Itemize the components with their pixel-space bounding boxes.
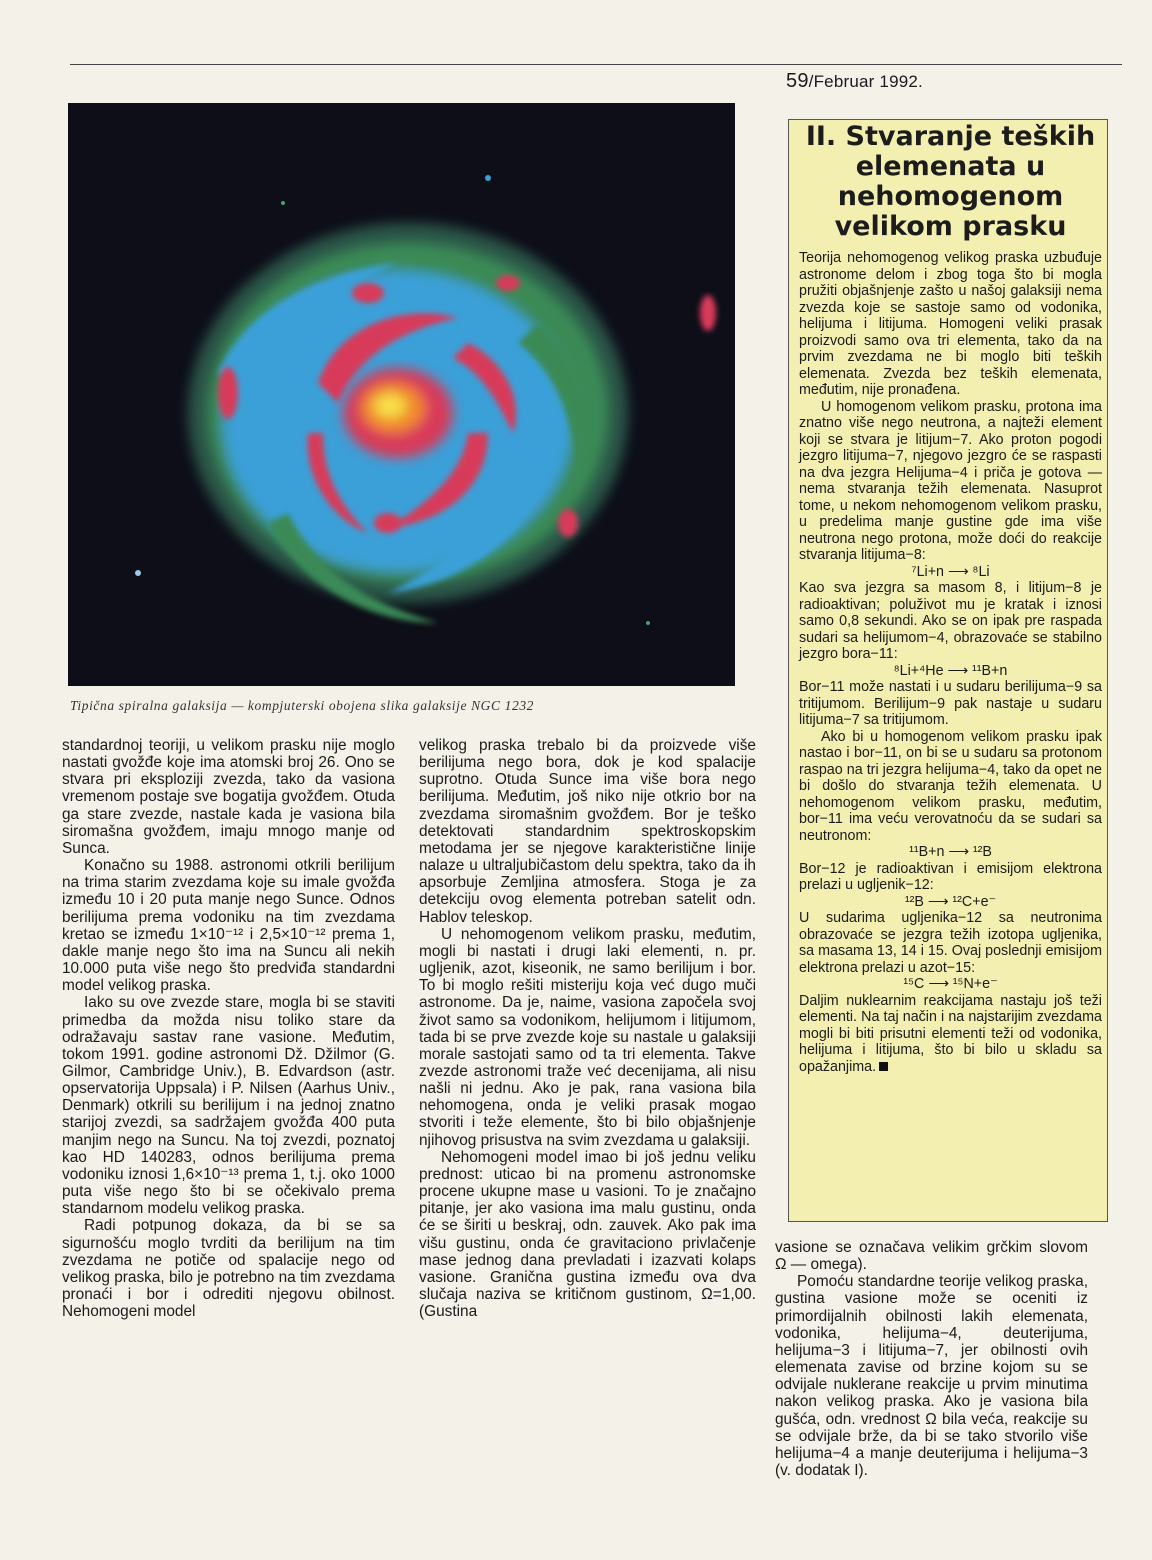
sidebar-paragraph: U homogenom velikom prasku, protona ima znatno više nego neutrona, a najteži element koji se stvara je litijum−7. Ako proton pogodi jezgro litijuma−7, njegovo jezgro će se raspasti na dva jezgra Helijuma−4 i priča je gotova — nema stvaranja težih elemenata. Nasuprot tome, u nekom nehomogenom velikom prasku, u predelima manje gustine gde ima više neutrona nego protona, može doći do reakcije stvaranja litijuma−8: xyxy=(799,398,1102,563)
equation: ¹⁵C ⟶ ¹⁵N+e⁻ xyxy=(903,976,998,992)
paragraph: Konačno su 1988. astronomi otkrili berilijum na trima starim zvezdama koje su imale gvožđa između 10 i 20 puta manje nego Sunce. Odnos berilijuma prema vodoniku na tim zvezdama kretao se između 1×10⁻¹² i 2,5×10⁻¹² prema 1, dakle manje nego što ima na Suncu ali nekih 10.000 puta više nego što predviđa standardni model velikog praska. xyxy=(62,857,395,995)
sidebar-box xyxy=(788,119,1108,1222)
paragraph: Pomoću standardne teorije velikog praska, gustina vasione može se oceniti iz primordijalnih obilnosti lakih elemenata, vodonika, helijuma−4, deuterijuma, helijuma−3 i litijuma−7, jer obilnosti ovih elemenata zavise od brzine kojom su se odvijale nuklerane reakcije u prvim minutima nakon velikog praska. Ako je vasiona bila gušća, odn. vrednost Ω bila veća, reakcije su se odvijale brže, da bi se tako stvorilo više helijuma−4 a manje deuterijuma i helijuma−3 (v. dodatak I). xyxy=(775,1273,1088,1480)
galaxy-image xyxy=(68,103,735,686)
equation: ¹¹B+n ⟶ ¹²B xyxy=(909,844,992,860)
paragraph: Radi potpunog dokaza, da bi se sa sigurnošću moglo tvrditi da berilijum na tim zvezdama ne potiče od spalacije nego od velikog praska, bilo je potrebno na tim zvezdama pronaći i bor i odrediti njegovu obilnost. Nehomogeni model xyxy=(62,1217,395,1321)
sidebar-paragraph: Kao sva jezgra sa masom 8, i litijum−8 je radioaktivan; poluživot mu je kratak i iznosi samo 0,8 sekundi. Ako se on ipak pre raspada sudari sa helijumom−4, obrazovaće se stabilno jezgro bora−11: xyxy=(799,580,1102,662)
paragraph: Iako su ove zvezde stare, mogla bi se staviti primedba da možda nisu toliko stare da odražavaju sastav rane vasione. Međutim, tokom 1991. godine astronomi Dž. Džilmor (G. Gilmor, Cambridge Univ.), B. Edvardson (astr. opservatorija Uppsala) i P. Nilsen (Aarhus Univ., Denmark) otkrili su berilijum i na jednoj znatno starijoj zvezdi, sa sadržajem gvožđa 400 puta manjim nego na Suncu. Na toj zvezdi, poznatoj kao HD 140283, odnos berilijuma prema vodoniku iznosi 1,6×10⁻¹³ prema 1, t.j. oko 1000 puta više nego što bi se očekivalo prema standarnom modelu velikog praska. xyxy=(62,994,395,1218)
header-rule xyxy=(70,64,1122,65)
sidebar-paragraph: U sudarima ugljenika−12 sa neutronima obrazovaće se jezgra težih izotopa ugljenika, sa masama 13, 14 i 15. Ovaj poslednji emisijom elektrona prelazi u azot−15: xyxy=(799,910,1102,976)
figure-caption: Tipična spiralna galaksija — kompjuterski obojena slika galaksije NGC 1232 xyxy=(70,698,535,713)
sidebar-body xyxy=(799,250,1102,1075)
sidebar-paragraph: Teorija nehomogenog velikog praska uzbuđuje astronome delom i zbog toga što bi mogla pružiti objašnjenje zašto u našoj galaksiji nema zvezda koje se sastoje samo od vodonika, helijuma i litijuma. Homogeni veliki prasak proizvodi samo ova tri elementa, tako da na prvim zvezdama ne bi moglo biti teških elemenata. Zvezda bez teških elemenata, međutim, nije pronađena. xyxy=(799,250,1102,398)
equation: ¹²B ⟶ ¹²C+e⁻ xyxy=(904,893,997,910)
article-column-2 xyxy=(419,737,756,1320)
paragraph: velikog praska trebalo bi da proizvede više berilijuma nego bora, dok je kod spalacije suprotno. Otuda Sunce ima više bora nego berilijuma. Međutim, još niko nije otkrio bor na zvezdama siromašnim gvožđem. Bor je teško detektovati standardnim spektroskopskim metodama jer se njegove karakteristične linije nalaze u ultraljubičastom delu spektra, tako da ih apsorbuje Zemljina atmosfera. Stoga je za detekciju ovog elementa potreban satelit odn. Hablov teleskop. xyxy=(419,737,756,926)
article-column-1 xyxy=(62,737,395,1320)
page-number xyxy=(786,70,923,93)
paragraph: vasione se označava velikim grčkim slovom Ω — omega). xyxy=(775,1239,1088,1274)
article-column-3 xyxy=(775,1239,1088,1479)
paragraph: Nehomogeni model imao bi još jednu veliku prednost: uticao bi na promenu astronomske procene ukupne mase u vasioni. To je značajno pitanje, jer ako vasiona ima malu gustinu, onda će se širiti u beskraj, odn. zauvek. Ako pak ima višu gustinu, onda će gravitaciono privlačenje mase jednog dana prevladati i izazvati kolaps vasione. Granična gustina između ova dva slučaja naziva se kritičnom gustinom, Ω=1,00. (Gustina xyxy=(419,1148,756,1321)
sidebar-paragraph xyxy=(799,993,1102,1076)
sidebar-paragraph: Ako bi u homogenom velikom prasku ipak nastao i bor−11, on bi se u sudaru sa protonom raspao na tri jezgra helijuma−4, tako da opet ne bi došlo do stvaranja težih elemenata. U nehomogenom velikom prasku, međutim, bor−11 ima veću verovatnoću da se sudari sa neutronom: xyxy=(799,728,1102,844)
paragraph: U nehomogenom velikom prasku, međutim, mogli bi nastati i drugi laki elementi, n. pr. ugljenik, azot, kiseonik, ne samo berilijum i bor. To bi moglo rešiti misteriju koja već dugo muči astronome. Da je, naime, vasiona započela svoj život samo sa vodonikom, helijumom i litijumom, tada bi se prve zvezde koje su nastale u galaksiji morale sastojati samo od ta tri elementa. Takve zvezde astronomi traže već decenijama, ali nisu našli ni jednu. Ako je pak, rana vasiona bila nehomogena, onda je veliki prasak mogao stvoriti i teže elemente, što bi bilo objašnjenje njihovog prisustva na svim zvezdama u galaksiji. xyxy=(419,925,756,1149)
sidebar-closing-text: Daljim nuklearnim reakcijama nastaju još teži elementi. Na taj način i na najstarijim zvezdama mogli bi biti prisutni elementi teži od vodonika, helijuma i litijuma, što bi bilo u skladu sa opažanjima. xyxy=(799,992,1102,1075)
sidebar-paragraph: Bor−11 može nastati i u sudaru berilijuma−9 sa tritijumom. Berilijum−9 pak nastaje u sudaru litijuma−7 sa tritijumom. xyxy=(799,679,1102,728)
end-mark-icon xyxy=(879,1062,888,1071)
paragraph: standardnoj teoriji, u velikom prasku nije moglo nastati gvožđe koje ima atomski broj 26. Ono se stvara pri eksploziji zvezda, tako da vasiona vremenom postaje sve bogatija gvožđem. Otuda ga stare zvezde, nastale kada je vasiona bila siromašna gvožđem, imaju mnogo manje od Sunca. xyxy=(62,737,395,857)
equation: ⁷Li+n ⟶ ⁸Li xyxy=(911,563,990,580)
page-number-value: 59 xyxy=(786,70,809,92)
equation: ⁸Li+⁴He ⟶ ¹¹B+n xyxy=(893,662,1008,679)
page-date: /Februar 1992. xyxy=(808,72,923,91)
sidebar-title: II. Stvaranje teških elemenata u nehomogenom velikom prasku xyxy=(805,121,1096,242)
sidebar-paragraph: Bor−12 je radioaktivan i emisijom elektrona prelazi u ugljenik−12: xyxy=(799,860,1102,893)
